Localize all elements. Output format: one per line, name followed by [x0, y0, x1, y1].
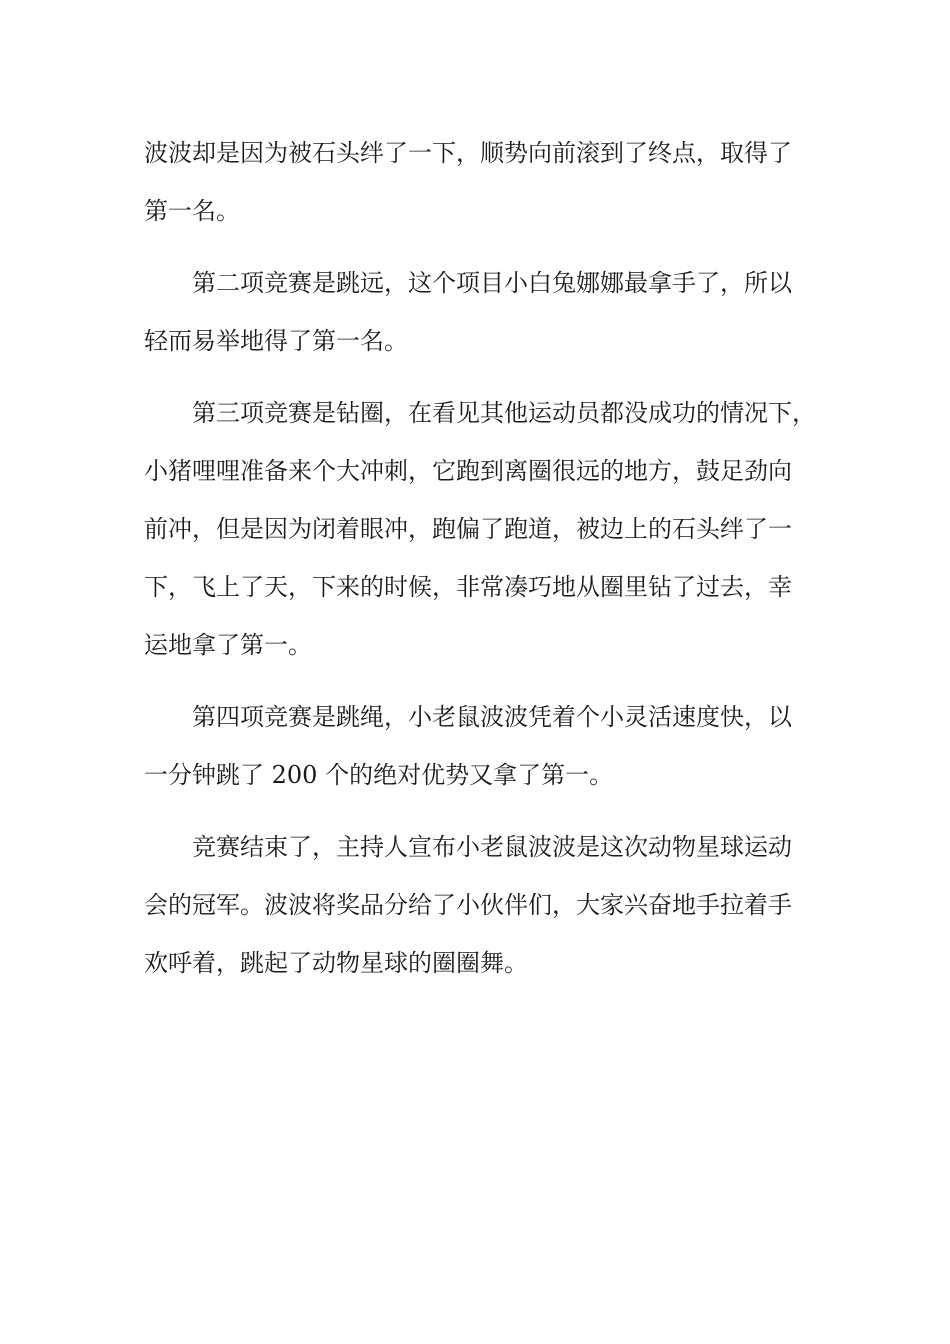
- paragraph-line: 下，飞上了天，下来的时候，非常凑巧地从圈里钻了过去，幸: [144, 573, 792, 601]
- paragraph-line: 一分钟跳了 200 个的绝对优势又拿了第一。: [144, 761, 614, 789]
- paragraph-line: 会的冠军。波波将奖品分给了小伙伴们，大家兴奋地手拉着手: [144, 891, 792, 919]
- paragraph-line: 欢呼着，跳起了动物星球的圈圈舞。: [144, 949, 528, 977]
- paragraph-3: [144, 384, 814, 674]
- paragraph-line: 运地拿了第一。: [144, 631, 312, 659]
- paragraph-line: 第二项竞赛是跳远，这个项目小白兔娜娜最拿手了，所以: [192, 269, 792, 297]
- document-body: [144, 124, 814, 992]
- paragraph-4: [144, 688, 814, 804]
- paragraph-line: 前冲，但是因为闭着眼冲，跑偏了跑道，被边上的石头绊了一: [144, 515, 792, 543]
- paragraph-line: 第一名。: [144, 197, 240, 225]
- paragraph-5: [144, 818, 814, 992]
- paragraph-line: 轻而易举地得了第一名。: [144, 327, 408, 355]
- paragraph-line: 小猪哩哩准备来个大冲刺，它跑到离圈很远的地方，鼓足劲向: [144, 457, 792, 485]
- paragraph-line: 第三项竞赛是钻圈，在看见其他运动员都没成功的情况下，: [192, 399, 816, 427]
- paragraph-2: [144, 254, 814, 370]
- paragraph-line: 第四项竞赛是跳绳，小老鼠波波凭着个小灵活速度快，以: [192, 703, 792, 731]
- paragraph-line: 竞赛结束了，主持人宣布小老鼠波波是这次动物星球运动: [192, 833, 792, 861]
- paragraph-1: [144, 124, 814, 240]
- paragraph-line: 波波却是因为被石头绊了一下，顺势向前滚到了终点，取得了: [144, 139, 792, 167]
